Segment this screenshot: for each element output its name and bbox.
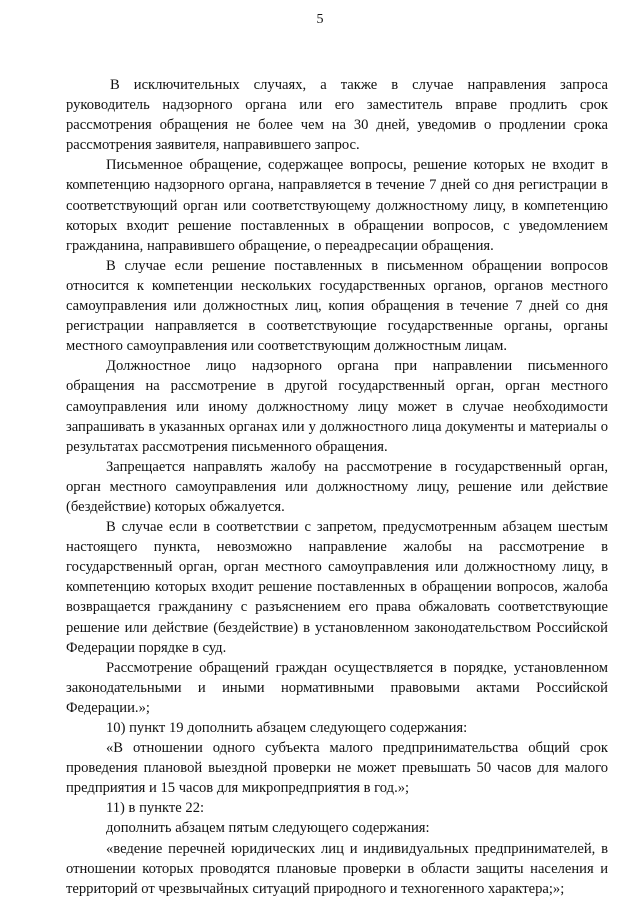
paragraph-redirect-of-appeal: Письменное обращение, содержащее вопросы, решение которых не входит в компетенцию надзорного органа, направляется в течение 7 дней со дня регистрации в соответствующий орган или соответствующему должностному лицу, в компетенцию которых входит решение поставленных в обращении вопросов, с уведомлением гражданина, направившего обращение, о переадресации обращения. xyxy=(66,157,608,254)
document-body xyxy=(66,75,608,899)
paragraph-review-order: Рассмотрение обращений граждан осуществляется в порядке, установленном законодательными и иными нормативными правовыми актами Российской Федерации.»; xyxy=(66,659,608,716)
paragraph-registry-of-entities: «ведение перечней юридических лиц и индивидуальных предпринимателей, в отношении которых проводятся плановые проверки в области защиты населения и территорий от чрезвычайных ситуаций природного и техногенного характера;»; xyxy=(66,840,608,897)
paragraph-complaint-prohibition: Запрещается направлять жалобу на рассмотрение в государственный орган, орган местного самоуправления или должностному лицу, решение или действие (бездействие) которых обжалуется. xyxy=(66,458,608,515)
paragraph-item-10: 10) пункт 19 дополнить абзацем следующего содержания: xyxy=(106,720,468,736)
paragraph-request-documents: Должностное лицо надзорного органа при направлении письменного обращения на рассмотрение в другой государственный орган, орган местного самоуправления или иному должностному лицу может в случае необходимости запрашивать в указанных органах или у должностного лица документы и материалы о результатах рассмотрения письменного обращения. xyxy=(66,358,608,455)
paragraph-extension-of-review-term: В исключительных случаях, а также в случае направления запроса руководитель надзорного органа или его заместитель вправе продлить срок рассмотрения обращения не более чем на 30 дней, уведомив о продлении срока рассмотрения заявителя, направившего запрос. xyxy=(66,77,608,154)
page-number: 5 xyxy=(316,12,324,27)
paragraph-add-fifth-subparagraph: дополнить абзацем пятым следующего содержания: xyxy=(106,820,430,837)
paragraph-item-11: 11) в пункте 22: xyxy=(106,800,205,817)
paragraph-multiple-authorities: В случае если решение поставленных в письменном обращении вопросов относится к компетенции нескольких государственных органов, органов местного самоуправления или должностных лиц, копия обращения в течение 7 дней со дня регистрации направляется в соответствующие государственные органы, органы местного самоуправления или соответствующим должностным лицам. xyxy=(66,257,608,355)
paragraph-complaint-return: В случае если в соответствии с запретом, предусмотренным абзацем шестым настоящего пункта, невозможно направление жалобы на рассмотрение в государственный орган, орган местного самоуправления или должностному лицу, в компетенцию которых входит решение поставленных в обращении вопросов, жалоба возвращается гражданину с разъяснением его права обжаловать соответствующие решение или действие (бездействие) в установленном законодательством Российской Федерации порядке в суд. xyxy=(66,519,608,656)
paragraph-small-business-limit: «В отношении одного субъекта малого предпринимательства общий срок проведения плановой выездной проверки не может превышать 50 часов для малого предприятия и 15 часов для микропредприятия в год.»; xyxy=(66,740,608,797)
